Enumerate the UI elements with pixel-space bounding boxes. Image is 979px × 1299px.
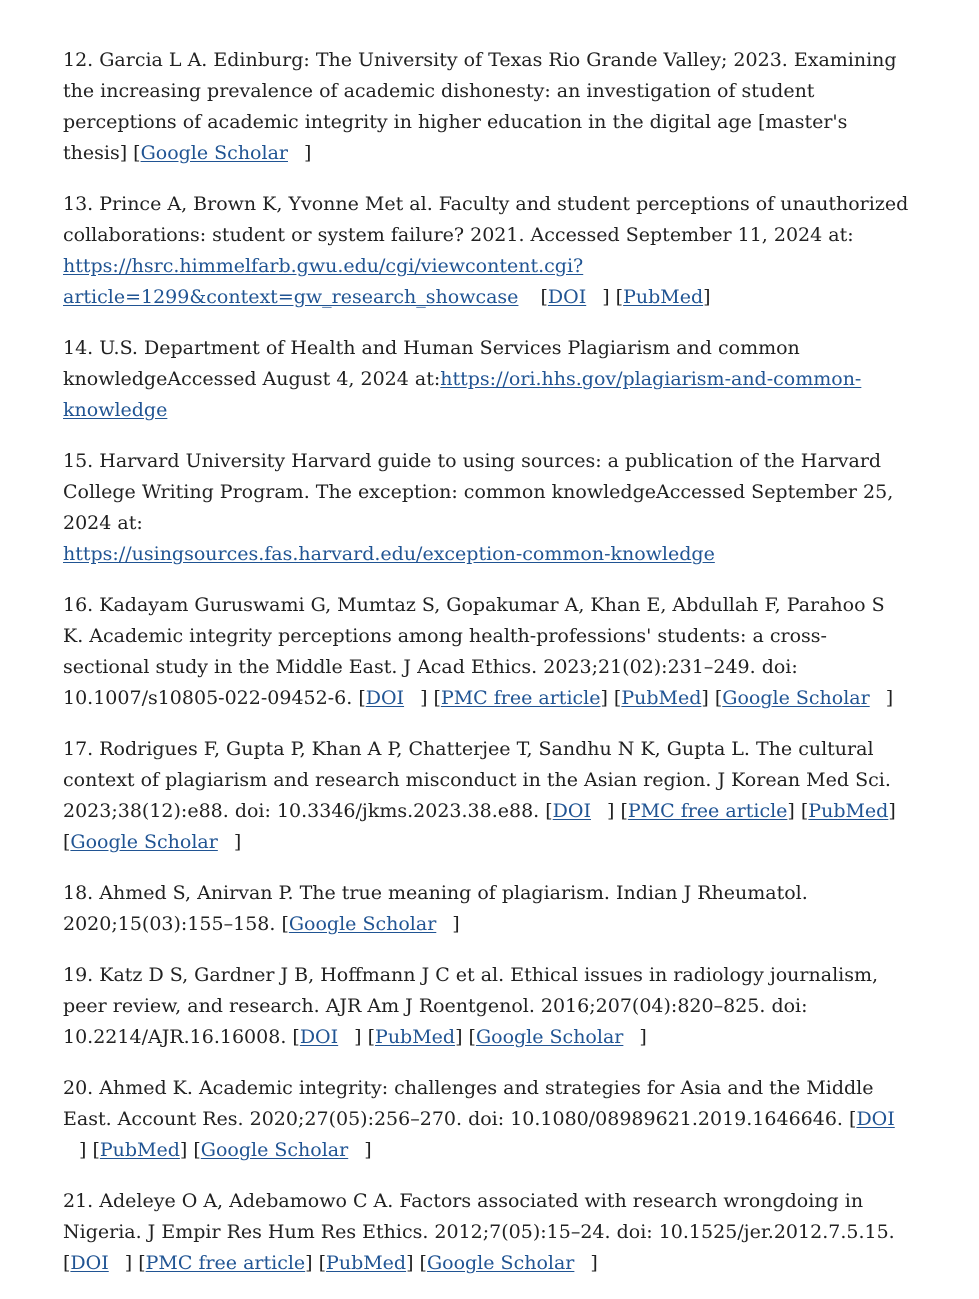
reference-text: 17. Rodrigues F, Gupta P, Khan A P, Chatterjee T, Sandhu N K, Gupta L. The cultural context of plagiarism and research misconduct in the Asian region. J Korean Med Sci. 2023;38(12):e88. doi: 10.3346/jkms.2023.38.e88.: [63, 738, 891, 822]
reference-url-link[interactable]: https://usingsources.fas.harvard.edu/exception-common-knowledge: [63, 543, 715, 565]
doi-link[interactable]: DOI: [856, 1108, 895, 1130]
pmc-free-article-link[interactable]: PMC free article: [440, 687, 601, 709]
doi-link[interactable]: DOI: [552, 800, 591, 822]
google-scholar-link[interactable]: Google Scholar: [288, 913, 437, 935]
reference-url-link[interactable]: https://hsrc.himmelfarb.gwu.edu/cgi/viewcontent.cgi?article=1299&context=gw_research_showcase: [63, 255, 584, 308]
reference-text: 18. Ahmed S, Anirvan P. The true meaning of plagiarism. Indian J Rheumatol. 2020;15(03):155–158.: [63, 882, 808, 935]
reference-text: 19. Katz D S, Gardner J B, Hoffmann J C et al. Ethical issues in radiology journalism, peer review, and research. AJR Am J Roentgenol. 2016;207(04):820–825. doi: 10.2214/AJR.16.16008.: [63, 964, 879, 1048]
reference-item: 12. Garcia L A. Edinburg: The University of Texas Rio Grande Valley; 2023. Examining the increasing prevalence of academic dishonesty: an investigation of student perceptions of academic integrity in higher education in the digital age [master's thesis] [Google Scholar ]: [63, 49, 897, 164]
google-scholar-link[interactable]: Google Scholar: [200, 1139, 349, 1161]
reference-item: [63, 446, 909, 570]
pubmed-link[interactable]: PubMed: [326, 1252, 407, 1274]
pubmed-link[interactable]: PubMed: [621, 687, 702, 709]
google-scholar-link[interactable]: Google Scholar: [475, 1026, 624, 1048]
reference-item: 21. Adeleye O A, Adebamowo C A. Factors associated with research wrongdoing in Nigeria. J Empir Res Hum Res Ethics. 2012;7(05):15–24. doi: 10.1525/jer.2012.7.5.15. [DOI ] [PMC free article] [PubMed] [Google Scholar ]: [63, 1190, 895, 1274]
reference-item: 19. Katz D S, Gardner J B, Hoffmann J C et al. Ethical issues in radiology journalism, peer review, and research. AJR Am J Roentgenol. 2016;207(04):820–825. doi: 10.2214/AJR.16.16008. [DOI ] [PubMed] [Google Scholar ]: [63, 964, 879, 1048]
pmc-free-article-link[interactable]: PMC free article: [145, 1252, 306, 1274]
doi-link[interactable]: DOI: [547, 286, 587, 308]
reference-item: [63, 333, 909, 426]
google-scholar-link[interactable]: Google Scholar: [70, 831, 218, 853]
google-scholar-link[interactable]: Google Scholar: [140, 142, 288, 164]
google-scholar-link[interactable]: Google Scholar: [722, 687, 870, 709]
reference-text: 14. U.S. Department of Health and Human Services Plagiarism and common knowledgeAccessed August 4, 2024 at:: [63, 337, 800, 390]
pubmed-link[interactable]: PubMed: [375, 1026, 456, 1048]
reference-text: 20. Ahmed K. Academic integrity: challenges and strategies for Asia and the Middle East. Account Res. 2020;27(05):256–270. doi: 10.1080/08989621.2019.1646646.: [63, 1077, 874, 1130]
reference-item: 13. Prince A, Brown K, Yvonne Met al. Faculty and student perceptions of unauthorized collaborations: student or system failure? 2021. Accessed September 11, 2024 at: https://hsrc.himmelfarb.gwu.edu/cgi/viewcontent.cgi?article=1299&context=gw_research_showcase [DOI ] [PubMed]: [63, 193, 909, 308]
doi-link[interactable]: DOI: [299, 1026, 339, 1048]
reference-text: 21. Adeleye O A, Adebamowo C A. Factors associated with research wrongdoing in Nigeria. J Empir Res Hum Res Ethics. 2012;7(05):15–24. doi: 10.1525/jer.2012.7.5.15.: [63, 1190, 895, 1243]
pubmed-link[interactable]: PubMed: [99, 1139, 180, 1161]
reference-text: 16. Kadayam Guruswami G, Mumtaz S, Gopakumar A, Khan E, Abdullah F, Parahoo S K. Academic integrity perceptions among health-professions' students: a cross-sectional study in the Middle East. J Acad Ethics. 2023;21(02):231–249. doi: 10.1007/s10805-022-09452-6.: [63, 594, 885, 709]
google-scholar-link[interactable]: Google Scholar: [426, 1252, 575, 1274]
reference-item: 17. Rodrigues F, Gupta P, Khan A P, Chatterjee T, Sandhu N K, Gupta L. The cultural context of plagiarism and research misconduct in the Asian region. J Korean Med Sci. 2023;38(12):e88. doi: 10.3346/jkms.2023.38.e88. [DOI ] [PMC free article] [PubMed] [Google Scholar ]: [63, 738, 896, 853]
reference-text: 12. Garcia L A. Edinburg: The University of Texas Rio Grande Valley; 2023. Examining the increasing prevalence of academic dishonesty: an investigation of student perceptions of academic integrity in higher education in the digital age [master's thesis]: [63, 49, 897, 164]
doi-link[interactable]: DOI: [365, 687, 405, 709]
reference-text: 15. Harvard University Harvard guide to using sources: a publication of the Harvard College Writing Program. The exception: common knowledgeAccessed September 25, 2024 at:: [63, 450, 894, 534]
reference-list: [63, 45, 909, 1299]
reference-item: 16. Kadayam Guruswami G, Mumtaz S, Gopakumar A, Khan E, Abdullah F, Parahoo S K. Academic integrity perceptions among health-professions' students: a cross-sectional study in the Middle East. J Acad Ethics. 2023;21(02):231–249. doi: 10.1007/s10805-022-09452-6. [DOI ] [PMC free article] [PubMed] [Google Scholar ]: [63, 594, 894, 709]
doi-link[interactable]: DOI: [70, 1252, 109, 1274]
pubmed-link[interactable]: PubMed: [808, 800, 889, 822]
reference-text: 13. Prince A, Brown K, Yvonne Met al. Faculty and student perceptions of unauthorized collaborations: student or system failure? 2021. Accessed September 11, 2024 at:: [63, 193, 909, 246]
reference-item: 20. Ahmed K. Academic integrity: challenges and strategies for Asia and the Middle East. Account Res. 2020;27(05):256–270. doi: 10.1080/08989621.2019.1646646. [DOI] [PubMed] [Google Scholar ]: [63, 1077, 895, 1161]
pubmed-link[interactable]: PubMed: [623, 286, 704, 308]
reference-item: 18. Ahmed S, Anirvan P. The true meaning of plagiarism. Indian J Rheumatol. 2020;15(03):155–158. [Google Scholar ]: [63, 882, 808, 935]
reference-url-link[interactable]: https://ori.hhs.gov/plagiarism-and-common-knowledge: [63, 368, 862, 421]
pmc-free-article-link[interactable]: PMC free article: [627, 800, 788, 822]
